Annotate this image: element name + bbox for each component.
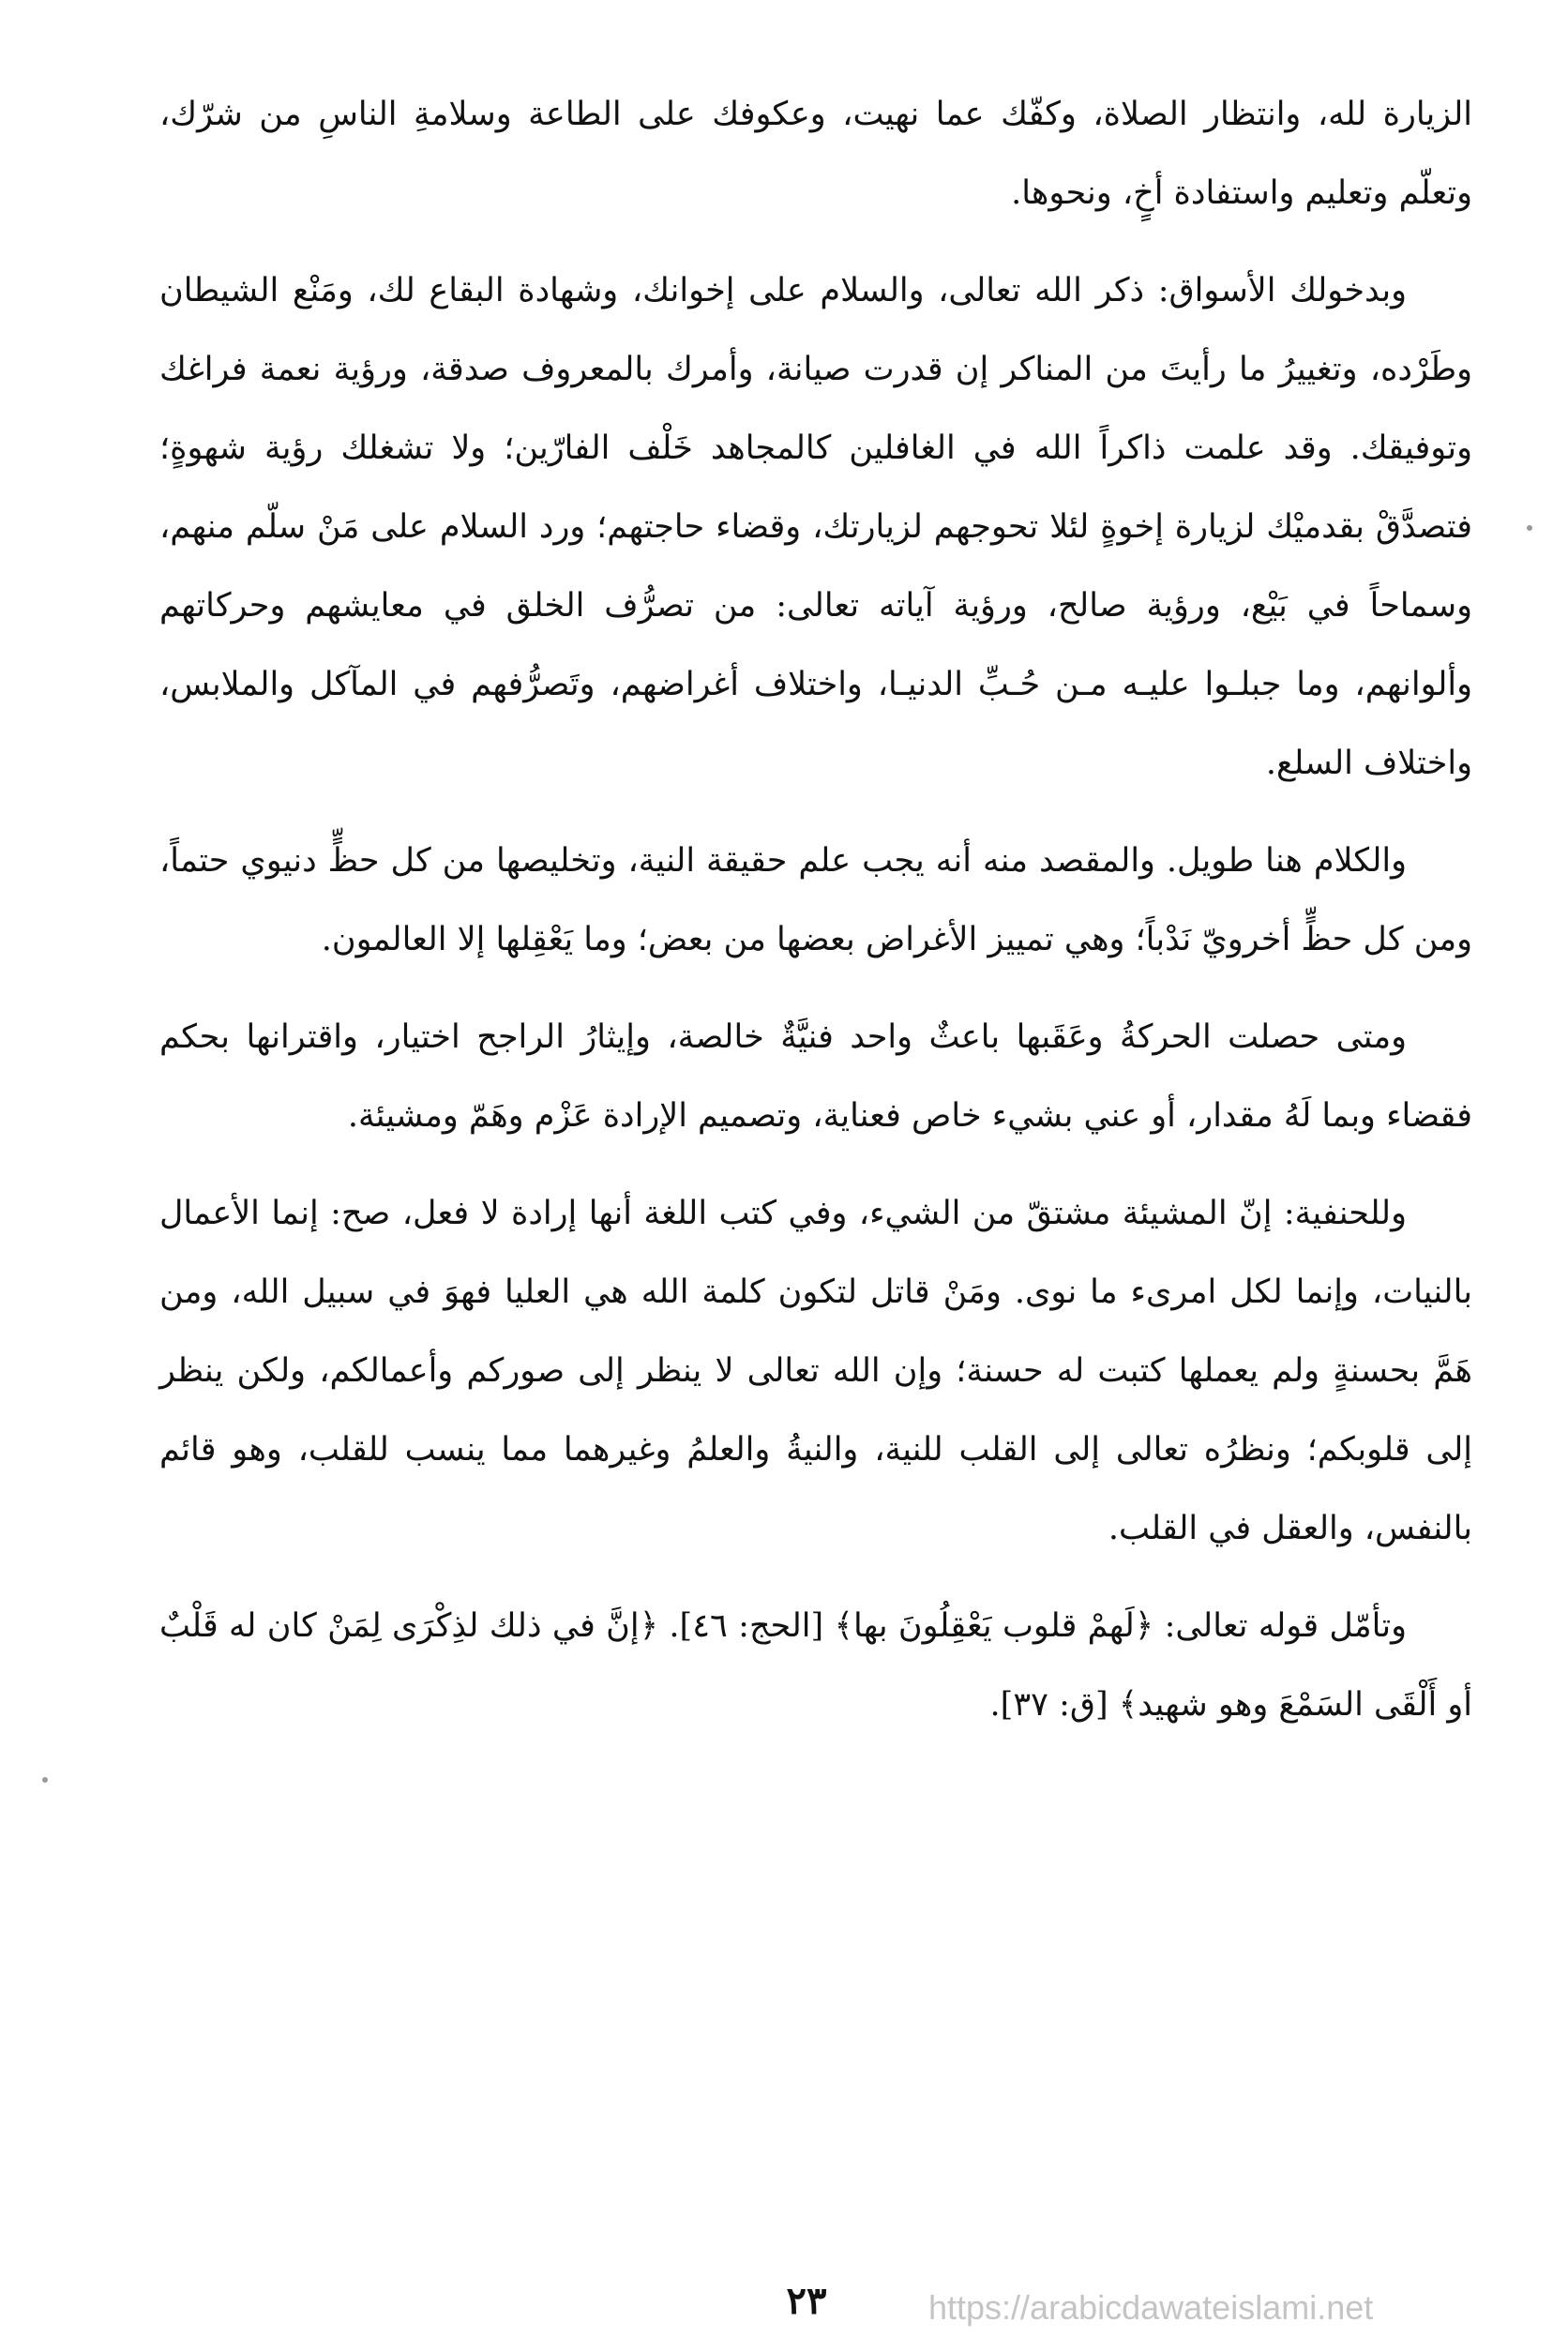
margin-mark [42, 1777, 48, 1783]
margin-mark [1527, 525, 1532, 531]
paragraph-5: وللحنفية: إنّ المشيئة مشتقّ من الشيء، وفي كتب اللغة أنها إرادة لا فعل، صح: إنما الأعمال بالنيات، وإنما لكل امرىء ما نوى. ومَنْ قاتل لتكون كلمة الله هي العليا فهوَ في سبيل الله، ومن هَمَّ بحسنةٍ ولم يعملها كتبت له حسنة؛ وإن الله تعالى لا ينظر إلى صوركم وأعمالكم، ولكن ينظر إلى قلوبكم؛ ونظرُه تعالى إلى القلب للنية، والنيةُ والعلمُ وغيرهما مما ينسب للقلب، وهو قائم بالنفس، والعقل في القلب. [159, 1195, 1472, 1547]
body-text [159, 75, 1472, 1763]
paragraph-2: وبدخولك الأسواق: ذكر الله تعالى، والسلام على إخوانك، وشهادة البقاع لك، ومَنْع الشيطان وطَرْده، وتغييرُ ما رأيتَ من المناكر إن قدرت صيانة، وأمرك بالمعروف صدقة، ورؤية نعمة فراغك وتوفيقك. وقد علمت ذاكراً الله في الغافلين كالمجاهد خَلْف الفارّين؛ ولا تشغلك رؤية شهوةٍ؛ فتصدَّقْ بقدميْك لزيارة إخوةٍ لئلا تحوجهم لزيارتك، وقضاء حاجتهم؛ ورد السلام على مَنْ سلّم منهم، وسماحاً في بَيْع، ورؤية صالح، ورؤية آياته تعالى: من تصرُّف الخلق في معايشهم وحركاتهم وألوانهم، وما جبلـوا عليـه مـن حُـبِّ الدنيـا، واختلاف أغراضهم، وتَصرُّفهم في المآكل والملابس، واختلاف السلع. [159, 272, 1472, 782]
watermark-url: https://arabicdawateislami.net [928, 2288, 1374, 2327]
page-number: ٢٣ [786, 2279, 827, 2323]
paragraph-3: والكلام هنا طويل. والمقصد منه أنه يجب علم حقيقة النية، وتخليصها من كل حظٍّ دنيوي حتماً، ومن كل حظٍّ أخرويّ نَدْباً؛ وهي تمييز الأغراض بعضها من بعض؛ وما يَعْقِلها إلا العالمون. [159, 842, 1472, 958]
paragraph-1: الزيارة لله، وانتظار الصلاة، وكفّك عما نهيت، وعكوفك على الطاعة وسلامةِ الناسِ من شرّك، وتعلّم وتعليم واستفادة أخٍ، ونحوها. [159, 96, 1472, 212]
paragraph-6: وتأمّل قوله تعالى: ﴿لَهمْ قلوب يَعْقِلُونَ بها﴾ [الحج: ٤٦]. ﴿إنَّ في ذلك لذِكْرَى لِمَنْ كان له قَلْبٌ أو أَلْقَى السَمْعَ وهو شهيد﴾ [ق: ٣٧]. [159, 1607, 1472, 1724]
paragraph-4: ومتى حصلت الحركةُ وعَقَبها باعثٌ واحد فنيَّةٌ خالصة، وإيثارُ الراجح اختيار، واقترانها بحكم فقضاء وبما لَهُ مقدار، أو عني بشيء خاص فعناية، وتصميم الإرادة عَزْم وهَمّ ومشيئة. [159, 1018, 1472, 1135]
